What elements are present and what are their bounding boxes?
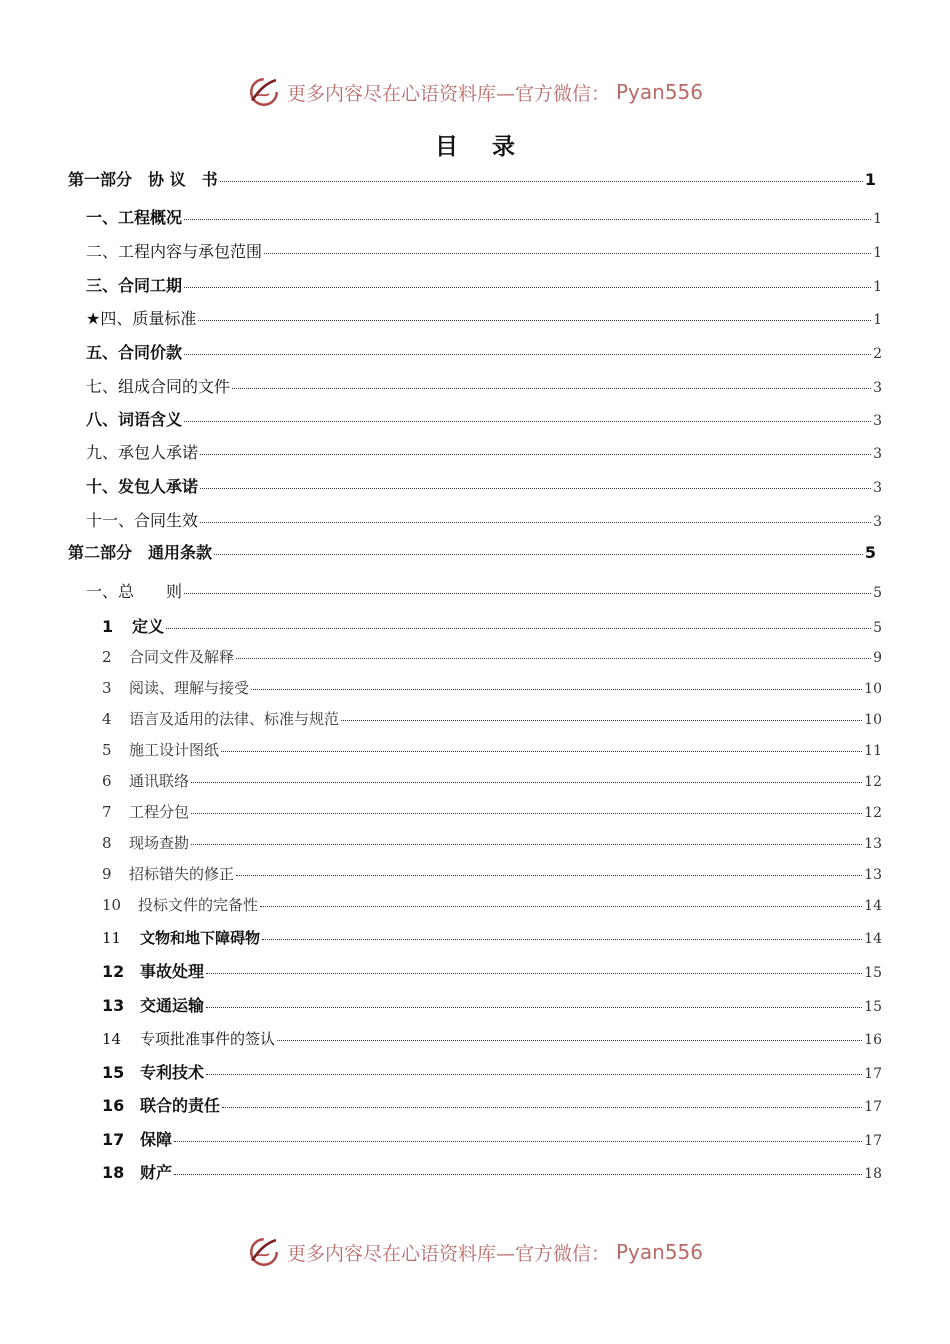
toc-entry-title: 三、合同工期 — [86, 276, 183, 295]
toc-entry-label — [102, 926, 260, 950]
toc-dot-leader — [220, 180, 863, 182]
toc-entry[interactable] — [102, 831, 882, 855]
toc-entry[interactable] — [102, 645, 882, 669]
toc-dot-leader — [184, 353, 871, 355]
toc-dot-leader — [184, 592, 871, 594]
toc-entry[interactable] — [102, 800, 882, 824]
toc-entry-title: 专利技术 — [140, 1063, 205, 1082]
toc-entry-label — [102, 1128, 172, 1152]
toc-entry-number: 1 — [102, 617, 114, 636]
toc-dot-leader — [341, 719, 862, 721]
toc-dot-leader — [251, 688, 862, 690]
toc-entry-title: 施工设计图纸 — [129, 741, 220, 759]
toc-entry-label — [86, 240, 262, 264]
toc-entry[interactable] — [86, 408, 882, 432]
toc-entry[interactable] — [86, 274, 882, 298]
toc-entry[interactable] — [102, 615, 882, 639]
toc-page-number: 12 — [864, 774, 882, 790]
toc-entry-number: 13 — [102, 996, 125, 1015]
toc-dot-leader — [191, 781, 862, 783]
toc-entry-label — [102, 960, 204, 984]
toc-dot-leader — [264, 252, 871, 254]
toc-entry-title: 现场查勘 — [129, 834, 190, 852]
toc-dot-leader — [200, 487, 871, 489]
toc-page-number: 2 — [873, 346, 882, 362]
toc-entry-title: 投标文件的完备性 — [138, 896, 259, 914]
toc-page-number: 5 — [873, 620, 882, 636]
toc-entry[interactable] — [102, 1094, 882, 1118]
toc-entry-label — [86, 274, 182, 298]
toc-dot-leader — [232, 387, 871, 389]
toc-dot-leader — [200, 453, 871, 455]
toc-entry-title: 事故处理 — [140, 962, 205, 981]
toc-entry-title: 五、合同价款 — [86, 343, 183, 362]
toc-entry[interactable] — [86, 441, 882, 465]
toc-entry-title: ★四、质量标准 — [86, 309, 197, 328]
toc-entry-label — [102, 831, 189, 855]
toc-dot-leader — [200, 521, 871, 523]
toc-entry-title: 一、工程概况 — [86, 208, 183, 227]
toc-entry-number: 10 — [102, 896, 122, 914]
toc-entry-label — [86, 375, 230, 399]
toc-entry-title: 八、词语含义 — [86, 410, 183, 429]
toc-entry-label — [102, 738, 219, 762]
toc-entry-title: 七、组成合同的文件 — [86, 377, 231, 396]
toc-page-number: 9 — [873, 650, 882, 666]
toc-entry-label — [102, 893, 258, 917]
toc-page-number: 5 — [864, 543, 876, 562]
toc-entry[interactable] — [102, 893, 882, 917]
toc-page-number: 3 — [873, 380, 882, 396]
toc-entry-title: 二、工程内容与承包范围 — [86, 242, 263, 261]
toc-entry[interactable] — [102, 707, 882, 731]
toc-entry[interactable] — [86, 475, 882, 499]
toc-dot-leader — [221, 750, 862, 752]
toc-entry-label — [68, 541, 212, 565]
toc-dot-leader — [174, 1173, 862, 1175]
watermark-text: 更多内容尽在心语资料库—官方微信： — [286, 82, 610, 105]
toc-page-number: 10 — [864, 681, 882, 697]
toc-page-number: 16 — [864, 1032, 882, 1048]
toc-entry[interactable] — [68, 541, 876, 565]
toc-entry-label — [102, 1094, 220, 1118]
toc-entry-title: 专项批准事件的签认 — [140, 1030, 276, 1048]
toc-entry-number: 3 — [102, 679, 112, 697]
toc-entry[interactable] — [102, 676, 882, 700]
toc-entry[interactable] — [102, 769, 882, 793]
toc-page-number: 3 — [873, 514, 882, 530]
toc-page-number: 3 — [873, 480, 882, 496]
toc-entry-title: 合同文件及解释 — [129, 648, 235, 666]
toc-entry[interactable] — [102, 960, 882, 984]
toc-entry[interactable] — [86, 206, 882, 230]
toc-entry-label — [102, 707, 339, 731]
toc-page-number: 17 — [864, 1066, 882, 1082]
toc-entry-number: 11 — [102, 929, 122, 947]
toc-entry-label — [86, 307, 196, 331]
toc-entry-title: 第二部分 通用条款 — [68, 543, 213, 562]
toc-dot-leader — [191, 812, 862, 814]
toc-entry[interactable] — [102, 926, 882, 950]
toc-page-number: 1 — [864, 170, 876, 189]
toc-entry-title: 十、发包人承诺 — [86, 477, 199, 496]
toc-entry-title: 文物和地下障碍物 — [140, 929, 261, 947]
toc-entry-number: 2 — [102, 648, 112, 666]
toc-entry-title: 一、总 则 — [86, 582, 183, 601]
toc-entry[interactable] — [102, 1027, 882, 1051]
toc-entry[interactable] — [86, 375, 882, 399]
toc-entry-label — [86, 408, 182, 432]
toc-page-number: 18 — [864, 1166, 882, 1182]
toc-entry-label — [102, 1161, 172, 1185]
toc-entry-title: 交通运输 — [140, 996, 205, 1015]
toc-dot-leader — [206, 1006, 862, 1008]
toc-entry-title: 定义 — [132, 617, 165, 636]
toc-entry-number: 8 — [102, 834, 112, 852]
brush-circle-logo-icon — [247, 1235, 281, 1269]
toc-dot-leader — [206, 1073, 862, 1075]
toc-entry-number: 7 — [102, 803, 112, 821]
toc-entry-label — [102, 676, 249, 700]
page-title: 目录 — [435, 134, 549, 160]
toc-entry[interactable] — [86, 341, 882, 365]
toc-dot-leader — [184, 420, 871, 422]
toc-page-number: 15 — [864, 999, 882, 1015]
toc-entry-label — [102, 994, 204, 1018]
toc-entry-title: 十一、合同生效 — [86, 511, 199, 530]
toc-page-number: 1 — [873, 312, 882, 328]
toc-dot-leader — [262, 938, 862, 940]
toc-entry[interactable] — [86, 240, 882, 264]
toc-page-number: 13 — [864, 836, 882, 852]
toc-entry-label — [102, 1027, 275, 1051]
toc-dot-leader — [236, 657, 871, 659]
toc-page-number: 11 — [864, 743, 882, 759]
toc-page-number: 17 — [864, 1133, 882, 1149]
toc-entry-title: 招标错失的修正 — [129, 865, 235, 883]
toc-entry-title: 保障 — [140, 1130, 173, 1149]
toc-entry[interactable] — [102, 862, 882, 886]
toc-entry[interactable] — [86, 509, 882, 533]
toc-page-number: 3 — [873, 446, 882, 462]
toc-entry-number: 16 — [102, 1096, 125, 1115]
toc-entry-number: 6 — [102, 772, 112, 790]
toc-dot-leader — [166, 627, 871, 629]
toc-entry-label — [86, 509, 198, 533]
toc-entry-number: 18 — [102, 1163, 125, 1182]
toc-entry-label — [86, 475, 198, 499]
toc-dot-leader — [236, 874, 862, 876]
toc-entry[interactable] — [102, 1061, 882, 1085]
toc-entry[interactable] — [86, 307, 882, 331]
toc-entry-label — [102, 800, 189, 824]
toc-entry-title: 语言及适用的法律、标准与规范 — [129, 710, 340, 728]
toc-entry[interactable] — [102, 738, 882, 762]
toc-entry-label — [102, 769, 189, 793]
toc-entry-number: 9 — [102, 865, 112, 883]
toc-dot-leader — [174, 1140, 862, 1142]
toc-dot-leader — [260, 905, 862, 907]
toc-entry-number: 14 — [102, 1030, 122, 1048]
toc-entry-title: 通讯联络 — [129, 772, 190, 790]
toc-entry-title: 九、承包人承诺 — [86, 443, 199, 462]
toc-page-number: 14 — [864, 931, 882, 947]
toc-page-number: 12 — [864, 805, 882, 821]
toc-entry-label — [86, 441, 198, 465]
toc-entry-label — [86, 580, 182, 604]
toc-page-number: 1 — [873, 211, 882, 227]
toc-entry-number: 5 — [102, 741, 112, 759]
toc-dot-leader — [184, 286, 871, 288]
toc-entry-label — [68, 168, 218, 192]
toc-dot-leader — [214, 553, 863, 555]
toc-entry-title: 工程分包 — [129, 803, 190, 821]
toc-dot-leader — [198, 319, 871, 321]
toc-entry[interactable] — [68, 168, 876, 192]
toc-entry-title: 联合的责任 — [140, 1096, 221, 1115]
watermark-footer — [0, 1232, 950, 1272]
toc-entry[interactable] — [102, 994, 882, 1018]
toc-page-number: 14 — [864, 898, 882, 914]
toc-entry-label — [102, 1061, 204, 1085]
toc-dot-leader — [277, 1039, 862, 1041]
toc-page-number: 17 — [864, 1099, 882, 1115]
toc-entry-number: 12 — [102, 962, 125, 981]
toc-page-number: 3 — [873, 413, 882, 429]
toc-entry-title: 财产 — [140, 1163, 173, 1182]
watermark-wechat-id: Pyan556 — [616, 1240, 704, 1264]
toc-entry-number: 17 — [102, 1130, 125, 1149]
toc-dot-leader — [184, 218, 871, 220]
toc-dot-leader — [206, 972, 862, 974]
toc-entry-label — [86, 341, 182, 365]
toc-entry[interactable] — [86, 580, 882, 604]
toc-entry[interactable] — [102, 1161, 882, 1185]
toc-entry-label — [86, 206, 182, 230]
toc-dot-leader — [222, 1106, 862, 1108]
toc-entry[interactable] — [102, 1128, 882, 1152]
watermark-text: 更多内容尽在心语资料库—官方微信： — [286, 1242, 610, 1265]
toc-page-number: 1 — [873, 279, 882, 295]
toc-page-number: 10 — [864, 712, 882, 728]
toc-dot-leader — [191, 843, 862, 845]
toc-entry-label — [102, 862, 234, 886]
toc-entry-number: 15 — [102, 1063, 125, 1082]
toc-page-number: 1 — [873, 245, 882, 261]
toc-page-number: 15 — [864, 965, 882, 981]
toc-page-number: 5 — [873, 585, 882, 601]
toc-entry-title: 阅读、理解与接受 — [129, 679, 250, 697]
toc-entry-label — [102, 645, 234, 669]
toc-entry-label — [102, 615, 164, 639]
toc-entry-title: 第一部分 协 议 书 — [68, 170, 218, 189]
toc-page-number: 13 — [864, 867, 882, 883]
watermark-wechat-id: Pyan556 — [616, 80, 704, 104]
toc-entry-number: 4 — [102, 710, 112, 728]
